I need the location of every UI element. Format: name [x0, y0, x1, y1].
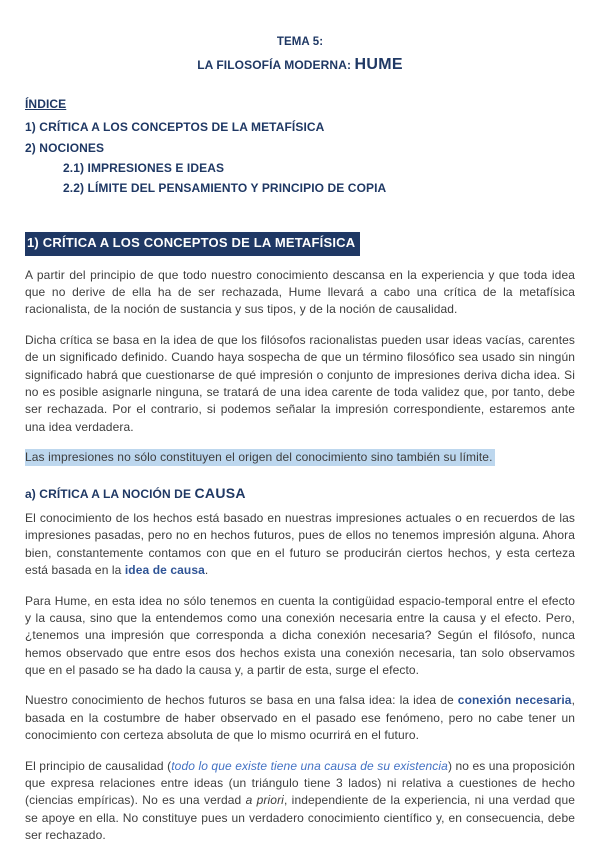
- index-block: [25, 96, 575, 198]
- text-run: El conocimiento de los hechos está basado en nuestras impresiones actuales o en recuerdos de las impresiones pasadas, pero no en hechos futuros, pues de ellos no tenemos impresión alguna. Ahora bien, constantemente contamos con que en el futuro se producirán ciertos hechos, y esta certeza está basada en la: [25, 510, 575, 578]
- index-item-2-1: 2.1) IMPRESIONES E IDEAS: [63, 161, 225, 176]
- index-item-2-2: 2.2) LÍMITE DEL PENSAMIENTO Y PRINCIPIO DE COPIA: [63, 181, 387, 196]
- subsection-a-heading: [25, 483, 575, 503]
- index-item-1: 1) CRÍTICA A LOS CONCEPTOS DE LA METAFÍSICA: [25, 120, 325, 135]
- section-1-heading: [25, 232, 575, 256]
- paragraph-causa-3: [25, 692, 575, 744]
- text-run: Dicha crítica se basa en la idea de que los filósofos racionalistas pueden usar ideas vacías, carentes de un significado definido. Cuando haya sospecha de que un término filosófico sea usado sin ningún significado habrá que cuestionarse de qué impresión o conjunto de impresiones deriva dicha idea. Si no es posible asignarle ninguna, se tratará de una idea carente de toda validez que, por tanto, debe ser rechazada. Por el contrario, si podemos señalar la impresión correspondiente, estaremos ante una idea verdadera.: [25, 332, 575, 434]
- document-title-main: HUME: [354, 55, 403, 73]
- text-run: , independiente de la experiencia, ni una verdad que se apoye en ella. No constituye pues un verdadero conocimiento científico y, en consecuencia, debe ser rechazado.: [25, 793, 576, 843]
- text-run: Nuestro conocimiento de hechos futuros se basa en una falsa idea: la idea de: [25, 693, 458, 708]
- emphasis-text: conexión necesaria: [457, 693, 572, 708]
- text-run: El principio de causalidad (: [25, 758, 172, 773]
- paragraph-causa-2: [25, 593, 575, 680]
- subsection-a-heading-emphasis: CAUSA: [194, 484, 246, 501]
- document-title-block: [25, 34, 575, 76]
- document-title-line-1: TEMA 5:: [276, 36, 324, 48]
- text-run: A partir del principio de que todo nuestro conocimiento descansa en la experiencia y que toda idea que no derive de ella ha de ser rechazada, Hume llevará a cabo una crítica de la metafísica racionalista, de la noción de sustancia y sus tipos, y de la noción de causalidad.: [25, 267, 575, 317]
- section-1-heading-text: 1) CRÍTICA A LOS CONCEPTOS DE LA METAFÍSICA: [25, 232, 360, 256]
- text-run: ) no es una proposición que expresa relaciones entre ideas (un triángulo tiene 3 lados) ni relativa a cuestiones de hecho (ciencias empíricas). No es una verdad: [25, 758, 576, 808]
- index-item-2: 2) NOCIONES: [25, 140, 105, 155]
- paragraph-intro-2: [25, 332, 575, 436]
- index-heading: ÍNDICE: [25, 96, 67, 111]
- highlight-sentence: Las impresiones no sólo constituyen el origen del conocimiento sino también su límite.: [25, 450, 493, 465]
- section-1: [25, 232, 575, 845]
- paragraph-causa-1: [25, 510, 575, 580]
- document-title-line-2: [25, 53, 575, 76]
- text-run: , basada en la costumbre de haber observado en el pasado ese fenómeno, pero no cabe tener un conocimiento con certeza absoluta de que lo mismo ocurrirá en el futuro.: [25, 693, 576, 743]
- emphasis-text: idea de causa: [124, 563, 205, 578]
- subsection-a-heading-prefix: a) CRÍTICA A LA NOCIÓN DE: [25, 486, 195, 501]
- paragraph-causa-4: [25, 758, 575, 845]
- text-run: Para Hume, en esta idea no sólo tenemos en cuenta la contigüidad espacio-temporal entre el efecto y la causa, sino que la entendemos como una conexión necesaria entre la causa y el efecto. Pero, ¿tenemos una impresión que corresponda a dicha conexión necesaria? Según el filósofo, nunca hemos observado que entre esos dos hechos exista una conexión necesaria, tan solo observamos que en el pasado se ha dado la causa y, a partir de esta, surge el efecto.: [25, 593, 575, 678]
- emphasis-text: todo lo que existe tiene una causa de su existencia: [171, 758, 448, 773]
- highlight-sentence-wrap: [25, 449, 575, 466]
- emphasis-text: a priori: [245, 793, 284, 808]
- document-title-prefix: LA FILOSOFÍA MODERNA:: [197, 57, 355, 72]
- text-run: .: [204, 563, 209, 578]
- paragraph-intro-1: [25, 267, 575, 319]
